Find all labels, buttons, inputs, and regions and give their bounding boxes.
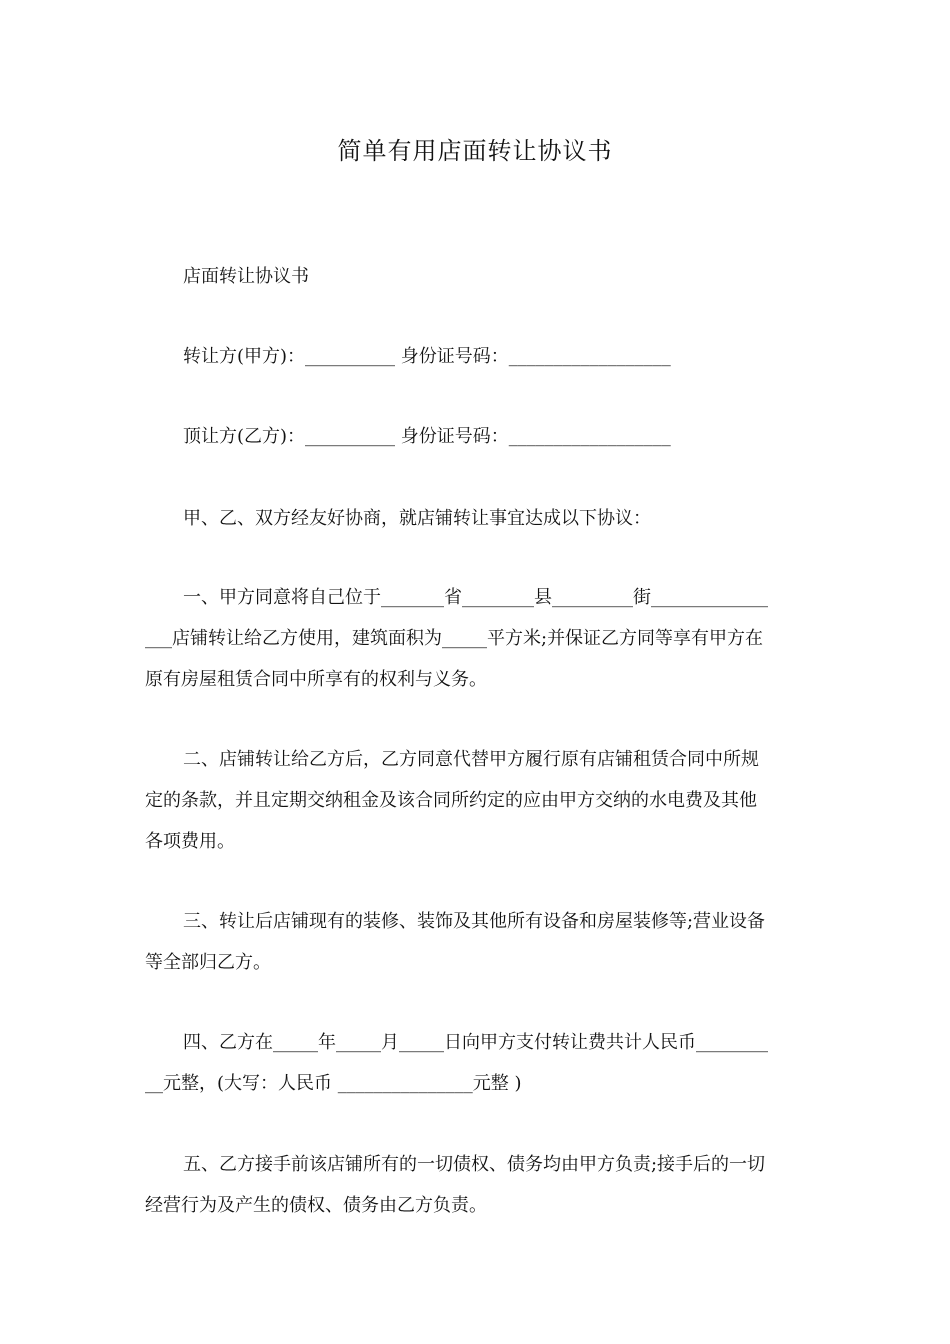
clause-4-line: __元整，(大写：人民币 _______________元整 ): [145, 1073, 522, 1094]
clause-2-line: 二、店铺转让给乙方后，乙方同意代替甲方履行原有店铺租赁合同中所规: [183, 749, 759, 770]
clause-3-line: 等全部归乙方。: [145, 952, 271, 973]
transferor-line: 转让方(甲方)：__________ 身份证号码：__________________: [183, 346, 671, 367]
clause-1-line: 一、甲方同意将自己位于_______省________县_________街_____________: [183, 587, 768, 608]
clause-3-line: 三、转让后店铺现有的装修、装饰及其他所有设备和房屋装修等;营业设备: [183, 911, 766, 932]
clause-5-line: 五、乙方接手前该店铺所有的一切债权、债务均由甲方负责;接手后的一切: [183, 1154, 766, 1175]
document-title: 简单有用店面转让协议书: [337, 137, 613, 165]
clause-1-line: ___店铺转让给乙方使用，建筑面积为_____平方米;并保证乙方同等享有甲方在: [145, 628, 764, 649]
clause-5-line: 经营行为及产生的债权、债务由乙方负责。: [145, 1195, 487, 1216]
clause-2-line: 各项费用。: [145, 831, 235, 852]
clause-2-line: 定的条款，并且定期交纳租金及该合同所约定的应由甲方交纳的水电费及其他: [145, 790, 757, 811]
preamble-paragraph: 甲、乙、双方经友好协商，就店铺转让事宜达成以下协议：: [183, 508, 651, 529]
clause-4-line: 四、乙方在_____年_____月_____日向甲方支付转让费共计人民币________: [183, 1032, 768, 1053]
transferee-line: 顶让方(乙方)：__________ 身份证号码：__________________: [183, 426, 671, 447]
document-subtitle: 店面转让协议书: [183, 266, 309, 287]
clause-1-line: 原有房屋租赁合同中所享有的权利与义务。: [145, 669, 487, 690]
